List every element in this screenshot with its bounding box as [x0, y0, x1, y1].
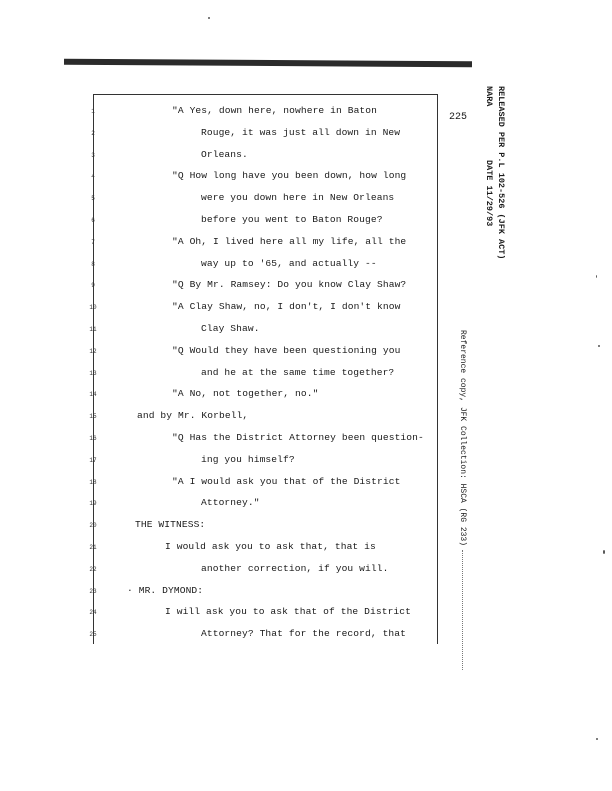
transcript-line: Attorney.": [201, 497, 260, 509]
transcript-line: I will ask you to ask that of the District: [165, 606, 412, 618]
line-number: 25: [89, 631, 97, 639]
line-number: 21: [89, 544, 97, 551]
line-number: 12: [89, 347, 97, 355]
transcript-line: "Q By Mr. Ramsey: Do you know Clay Shaw?: [172, 279, 407, 291]
speck: [603, 550, 605, 554]
transcript-line: before you went to Baton Rouge?: [201, 214, 383, 225]
line-number: 16: [89, 435, 97, 442]
speck: [596, 738, 598, 740]
reference-copy-text: Reference copy, JFK Collection: HSCA (RG 233): [458, 330, 467, 547]
nara-stamp: NARA: [484, 86, 494, 107]
transcript-line: "Q Would they have been questioning you: [172, 344, 401, 356]
transcript-line: Orleans.: [201, 148, 248, 160]
top-scan-bar: [64, 59, 472, 67]
transcript-line: were you down here in New Orleans: [201, 192, 395, 204]
release-stamp: RELEASED PER P.L 102-526 (JFK ACT): [496, 86, 506, 260]
transcript-line: Attorney? That for the record, that: [201, 628, 407, 640]
line-number: 11: [89, 326, 97, 333]
line-number: 24: [89, 609, 97, 617]
line-number: 3: [91, 151, 95, 159]
line-number: 10: [89, 304, 97, 312]
transcript-line: "A Oh, I lived here all my life, all the: [172, 235, 407, 247]
page-number: 225: [449, 112, 468, 123]
speck: [598, 345, 600, 347]
line-number: 23: [89, 587, 97, 595]
line-number: 2: [91, 129, 95, 137]
transcript-line: "A No, not together, no.": [172, 388, 319, 400]
transcript-line: way up to '65, and actually --: [201, 257, 377, 269]
speck: [596, 275, 597, 278]
line-number: 8: [91, 260, 95, 268]
margin-scribble: [462, 550, 471, 670]
line-number: 20: [89, 522, 97, 530]
transcript-line: I would ask you to ask that, that is: [165, 541, 376, 552]
date-stamp: DATE 11/29/93: [484, 160, 494, 227]
line-number: 15: [89, 413, 97, 421]
line-number: 18: [89, 478, 97, 486]
line-number: 19: [89, 500, 97, 508]
transcript-line: another correction, if you will.: [201, 562, 389, 574]
transcript-line: "A Yes, down here, nowhere in Baton: [172, 105, 378, 116]
transcript-line: · MR. DYMOND:: [127, 584, 204, 596]
line-number: 13: [89, 369, 97, 377]
line-number: 6: [91, 217, 95, 224]
transcript-line: and he at the same time together?: [201, 366, 395, 378]
transcript-line: "A Clay Shaw, no, I don't, I don't know: [172, 301, 401, 313]
transcript-line: "Q How long have you been down, how long: [172, 170, 407, 182]
line-number: 1: [91, 108, 95, 115]
line-number: 22: [89, 565, 97, 573]
line-number: 5: [91, 195, 95, 203]
line-number: 9: [91, 282, 95, 290]
transcript-line: THE WITNESS:: [135, 519, 206, 531]
speck: [208, 17, 210, 19]
line-number: 4: [91, 173, 95, 181]
line-number: 7: [91, 238, 95, 246]
transcript-line: Rouge, it was just all down in New: [201, 126, 401, 138]
transcript-line: "Q Has the District Attorney been question-: [172, 432, 424, 443]
transcript-line: Clay Shaw.: [201, 323, 260, 334]
transcript-line: "A I would ask you that of the District: [172, 475, 401, 487]
line-number: 17: [89, 456, 97, 464]
transcript-line: ing you himself?: [201, 453, 295, 465]
line-number: 14: [89, 391, 97, 399]
transcript-line: and by Mr. Korbell,: [137, 410, 249, 422]
